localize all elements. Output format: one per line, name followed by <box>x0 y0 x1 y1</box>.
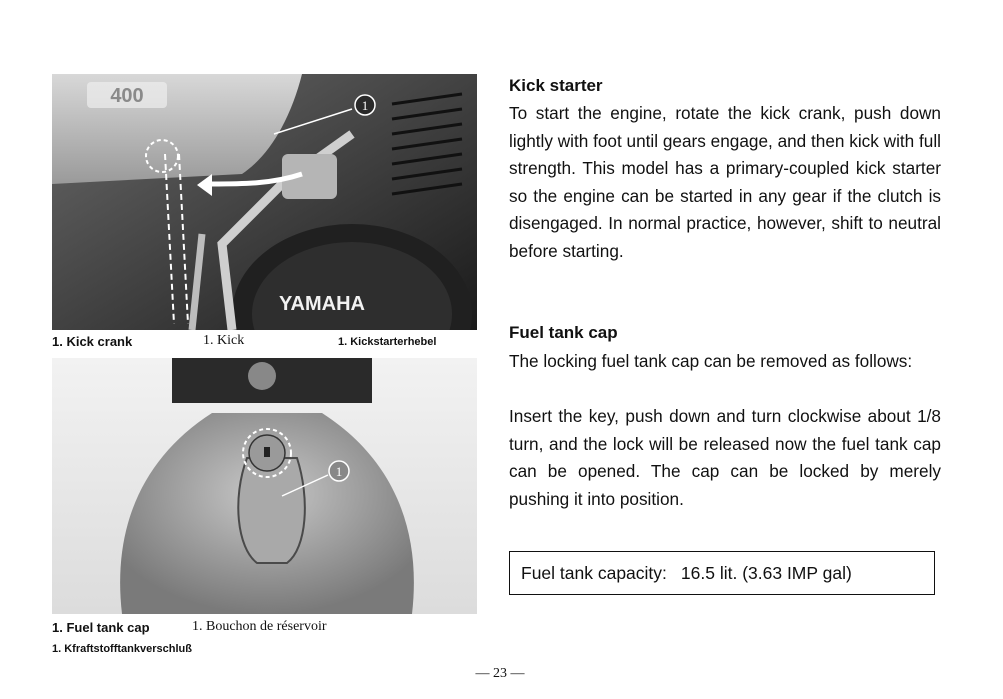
kick-crank-photo <box>52 74 477 330</box>
figure1-callout: 1 <box>361 98 369 113</box>
fuel-tank-cap-instructions: Insert the key, push down and turn clockwise about 1/8 turn, and the lock will be released now the fuel tank cap can be opened. The cap can be locked by merely pushing it into position. <box>509 406 941 509</box>
spec-value: 16.5 lit. (3.63 IMP gal) <box>680 562 852 583</box>
figure1-caption-en: 1. Kick crank <box>52 334 133 349</box>
brand-logo-text: YAMAHA <box>279 293 365 315</box>
figure2-caption-en: 1. Fuel tank cap <box>52 620 150 635</box>
spec-label: Fuel tank capacity: <box>521 562 667 583</box>
fuel-tank-cap-heading: Fuel tank cap <box>509 323 618 342</box>
figure2-caption-de: 1. Kfraftstofftankverschluß <box>52 643 192 655</box>
page-number: — 23 — <box>475 666 525 681</box>
kick-starter-body: To start the engine, rotate the kick crank, push down lightly with foot until gears engage, and then kick with full strength. This model has a primary-coupled kick starter so the engine can be started in any gear if the clutch is disengaged. In normal practice, however, shift to neutral before starting. <box>509 103 941 261</box>
figure1-caption-fr: 1. Kick <box>203 333 245 348</box>
fuel-tank-cap-photo <box>52 358 477 614</box>
engine-size-badge: 400 <box>110 85 144 107</box>
figure1-caption-de: 1. Kickstarterhebel <box>338 336 437 348</box>
fuel-tank-cap-intro: The locking fuel tank cap can be removed as follows: <box>509 351 913 371</box>
figure2-caption-fr: 1. Bouchon de réservoir <box>192 619 327 634</box>
figure2-callout: 1 <box>335 464 343 479</box>
fuel-capacity-spec-box <box>509 551 935 595</box>
kick-starter-heading: Kick starter <box>509 76 603 95</box>
